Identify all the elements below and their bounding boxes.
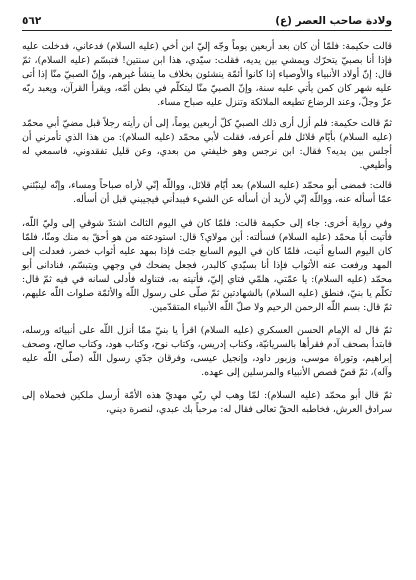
paragraph-another-narration: وفي رواية أخرى: جاء إلى حكيمة قالت: فلمّا كان في اليوم الثالث اشتدّ شوقي إلى وليّ اللّه، فأتيت أبا محمّد (عليه السلام) فسألته: أين مولاي؟ قال: استودعته من هو أحقّ به منك ومنّا، فلمّا كان اليوم السابع أتيت، فلمّا كان في اليوم السابع جئت فإذا بمهد عليه أثواب خضر، فعدلت إلى المهد ورفعت عنه الأثواب فإذا أنا بسيّدي كالبدر، فجعل يضحك في وجهي ويتبسّم، فنادانى أبو محمّد (عليه السلام): يا عمّتي، هلمّي فتاي إليّ، فأتيته به، فتناوله فأدلى لسانه في فيه ثمّ قال: تكلّم يا بنيّ، فنطق (عليه السلام) بالشهادتين ثمّ صلّى على رسول اللّه والأئمّة صلوات اللّه عليهم، ثمّ قال: بسم اللّه الرحمن الرحيم ولا صلّ اللّه الأنبياء المتقدّمين.: [22, 217, 392, 313]
page-body: [22, 40, 392, 572]
paragraph-forty-days: قالت حكيمة: فلمّا أن كان بعد أربعين يوماً وجّه إليّ ابن أخي (عليه السلام) فدعاني، فدخلت عليه فإذا أنا بصبيّ يتحرّك ويمشي بين يديه، فقلت: سيّدي، هذا ابن سنتين! فتبسّم (عليه السلام)، ثمّ قال: إنّ أولاد الأنبياء والأوصياء إذا كانوا أئمّة ينشئون بخلاف ما ينشأ غيرهم، وإنّ الصبيّ منّا إذا أتى عليه شهر كان كمن يأتي عليه سنة، وإنّ الصبيّ منّا ليتكلّم في بطن أمّه، ويقرأ القرآن، ويعبد ربّه عزّ وجلّ، وعند الرضاع تطيعه الملائكة وتنزل عليه صباح مساء.: [22, 41, 392, 109]
paragraph-seeing-child: ثمّ قالت حكيمة: فلم أزل أرى ذلك الصبيّ كلّ أربعين يوماً، إلى أن رأيته رجلاً قبل مضيّ أبي محمّد (عليه السلام) بأيّام قلائل فلم أعرفه، فقلت لأبي محمّد (عليه السلام): من هذا الذي تأمرني أن أجلس بين يديه؟ فقال: ابن نرجس وهو خليفتي من بعدي، وعن قليل تفقدوني، فاسمعي له وأطيعي.: [22, 117, 392, 171]
running-title: ولادة صاحب العصر (ع): [275, 15, 392, 27]
paragraph-reading-scriptures: ثمّ قال له الإمام الحسن العسكري (عليه السلام) اقرأ يا بنيّ ممّا أنزل اللّه على أنبيائه ورسله، فابتدأ بصحف آدم فقرأها بالسريانيّة، وكتاب إدريس، وكتاب نوح، وكتاب هود، وكتاب صالح، وصحف إبراهيم، وتوراة موسى، وزبور داود، وإنجيل عيسى، وفرقان جدّي رسول اللّه (صلّى اللّه عليه وآله)، ثمّ قصّ قصص الأنبياء والمرسلين إلى عهده.: [22, 324, 392, 378]
paragraph-after-passing: قالت: فمضى أبو محمّد (عليه السلام) بعد أيّام قلائل، وواللّه إنّي لأراه صباحاً ومساء، وإنّه لينبّئني عمّا أسأله عنه، وواللّه إنّي لأريد أن أسأله عن الشيء فيبدأني فيجيبني قبل أن أسأله.: [22, 180, 392, 206]
page-header: [22, 9, 392, 31]
paragraph-two-angels: ثمّ قال أبو محمّد (عليه السلام): لمّا وهب لي ربّي مهديّ هذه الأمّة أرسل ملكين فحملاه إلى سرادق العرش، فخاطبه الحقّ تعالى فقال له: مرحباً بك عبدي، لنصرة ديني،: [22, 390, 392, 416]
page-number: ٥٦٢: [22, 15, 42, 27]
